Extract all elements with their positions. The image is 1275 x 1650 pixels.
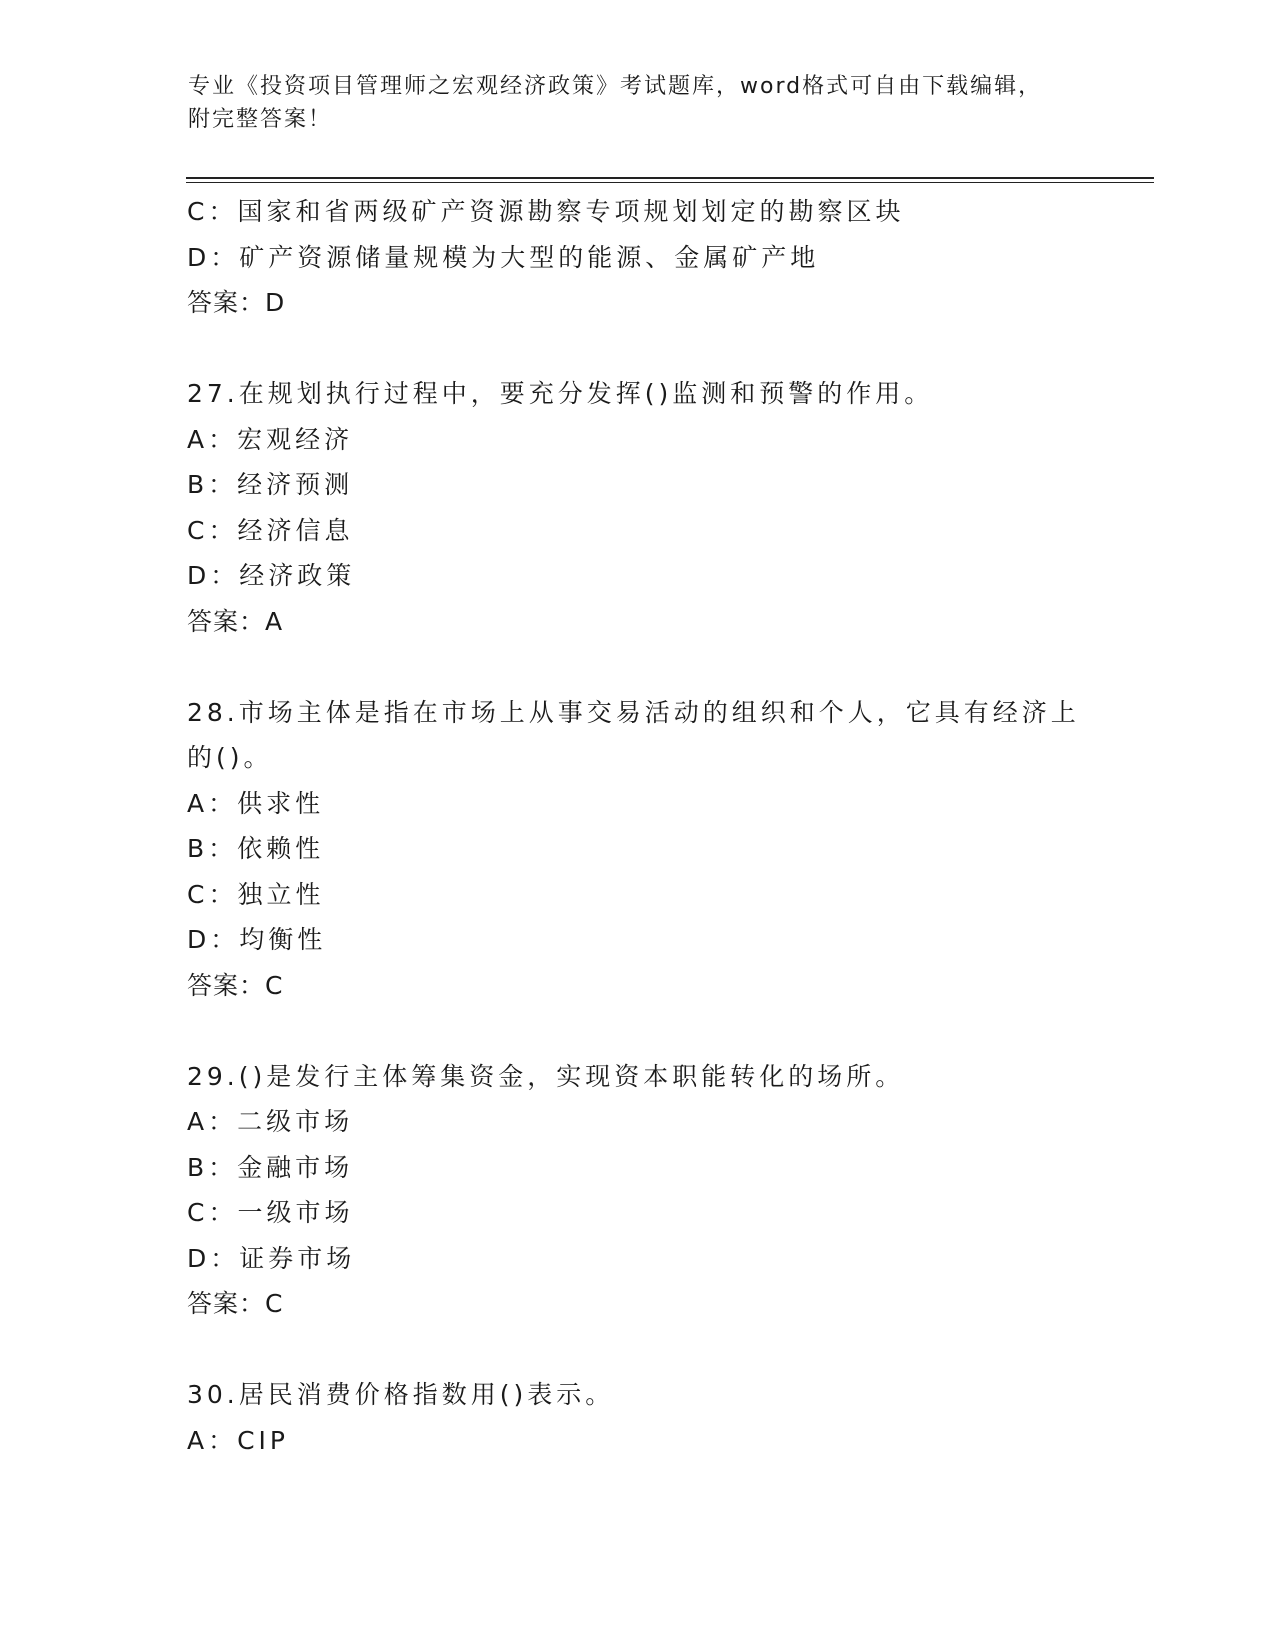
- question-text: 的()。: [187, 743, 273, 772]
- question-spacer: [187, 1327, 1087, 1373]
- option-line: B：经济预测: [187, 470, 354, 499]
- option-line: C：一级市场: [187, 1198, 354, 1227]
- question-text: 30.居民消费价格指数用()表示。: [187, 1380, 615, 1409]
- question-list: [187, 189, 1087, 1463]
- header-divider-thick: [186, 177, 1154, 179]
- option-line: A：供求性: [187, 788, 325, 818]
- option-line: D：矿产资源储量规模为大型的能源、金属矿产地: [187, 242, 820, 272]
- header-line-1: 专业《投资项目管理师之宏观经济政策》考试题库，word格式可自由下载编辑，: [188, 74, 1043, 99]
- option-line: A：CIP: [187, 1425, 290, 1455]
- option-line: D：均衡性: [187, 925, 327, 954]
- option-line: B：依赖性: [187, 834, 325, 863]
- option-line: C：经济信息: [187, 515, 354, 545]
- answer-line: 答案：A: [187, 606, 284, 636]
- question-text: 28.市场主体是指在市场上从事交易活动的组织和个人，它具有经济上: [187, 697, 1080, 727]
- header-divider-thin: [186, 182, 1154, 183]
- option-line: D：经济政策: [187, 561, 356, 590]
- option-line: C：独立性: [187, 879, 325, 909]
- option-line: A：二级市场: [187, 1107, 354, 1136]
- answer-line: 答案：C: [187, 1289, 284, 1318]
- option-line: D：证券市场: [187, 1243, 356, 1273]
- question-text: 27.在规划执行过程中，要充分发挥()监测和预警的作用。: [187, 379, 934, 408]
- option-line: C：国家和省两级矿产资源勘察专项规划划定的勘察区块: [187, 197, 905, 226]
- answer-line: 答案：C: [187, 970, 284, 1000]
- answer-line: 答案：D: [187, 288, 286, 317]
- option-line: B：金融市场: [187, 1152, 354, 1182]
- question-spacer: [187, 644, 1087, 690]
- document-header: [188, 70, 1088, 136]
- question-spacer: [187, 1008, 1087, 1054]
- option-line: A：宏观经济: [187, 424, 354, 454]
- question-spacer: [187, 326, 1087, 372]
- header-line-2: 附完整答案！: [188, 107, 333, 132]
- question-text: 29.()是发行主体筹集资金，实现资本职能转化的场所。: [187, 1061, 905, 1091]
